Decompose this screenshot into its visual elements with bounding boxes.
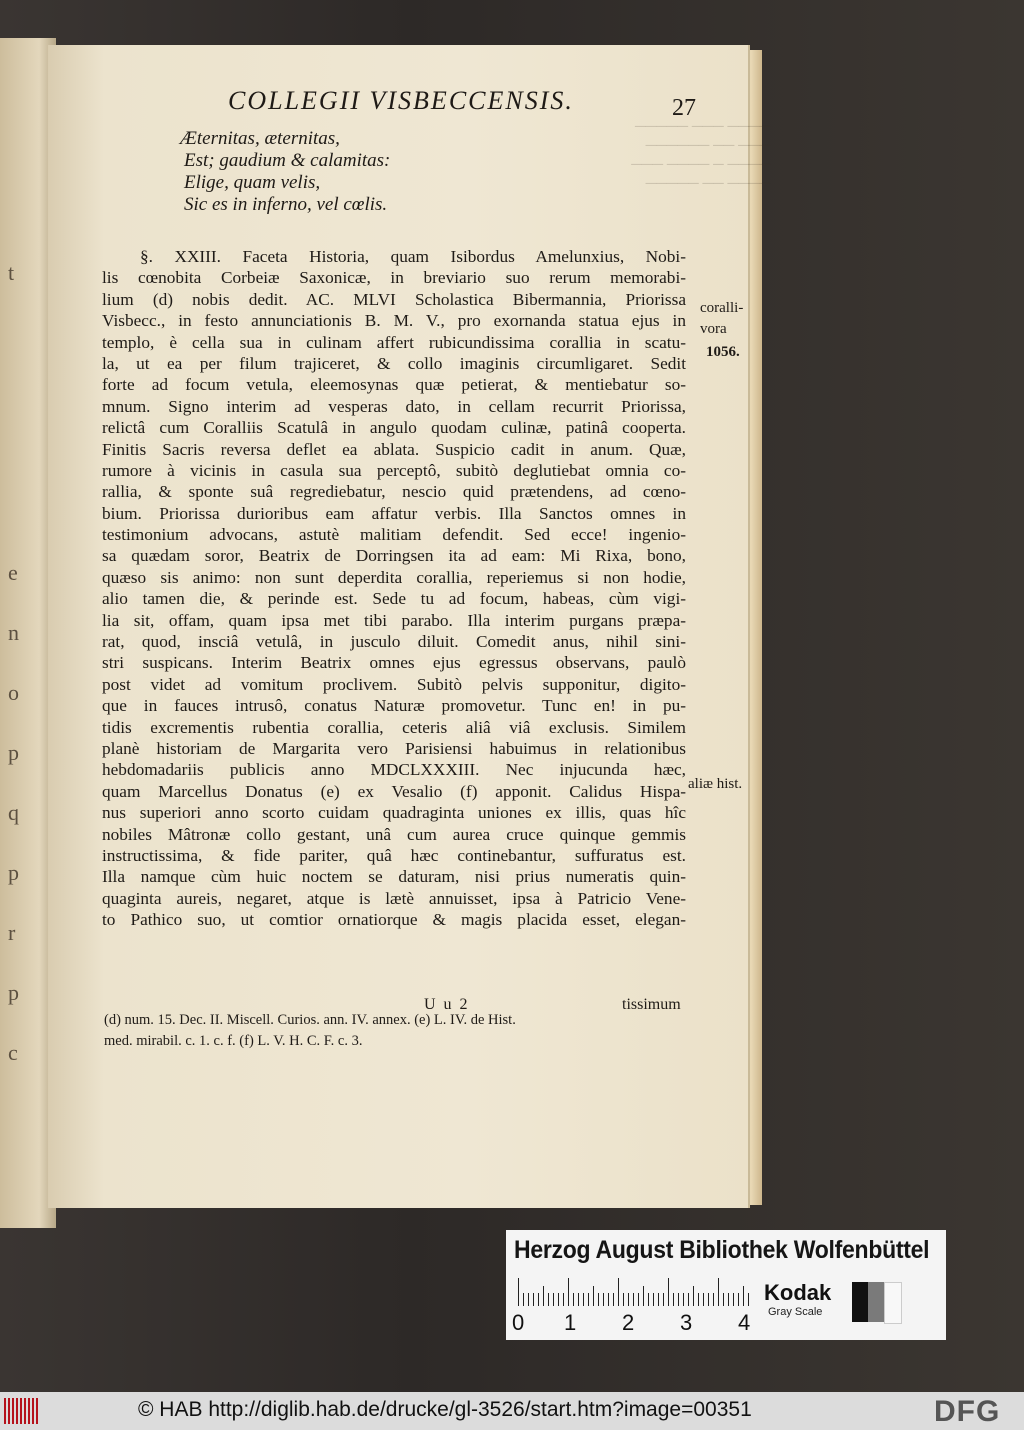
body-line: relictâ cum Coralliis Scatulâ in angulo quodam culinæ, patinâ cooperta. [102,418,686,438]
ruler-tick [618,1278,619,1306]
margin-note-aliae: aliæ hist. [688,776,743,792]
ruler-tick [688,1293,689,1306]
body-line: post videt ad vomitum proclivem. Subitò pelvis supponitur, digito- [102,674,686,694]
ruler-number: 3 [680,1310,693,1335]
signature-mark: U u 2 [424,996,470,1013]
ruler-tick [553,1293,554,1306]
verse-block [180,128,390,216]
ruler-tick [728,1293,729,1306]
color-target-card [506,1230,946,1340]
ruler-tick [558,1293,559,1306]
body-line: instructissima, & fide pariter, quâ hæc continebantur, suffuratus est. [102,845,686,865]
ruler-tick [643,1286,644,1306]
citation-link[interactable]: © HAB http://diglib.hab.de/drucke/gl-3526/start.htm?image=00351 [138,1398,752,1421]
body-line: que in fauces intrusô, conatus Naturæ promovetur. Tunc en! in pu- [102,696,686,716]
body-line: sa quædam soror, Beatrix de Dorringsen ita ad eam: Mi Rixa, bono, [102,546,686,566]
body-line: Finitis Sacris reversa deflet ea ablata. Suspicio cadit in anum. Quæ, [102,439,686,459]
margin-note-corallivora-2: vora [700,321,727,337]
body-line: nus superiori anno scorto cuidam quadraginta uniones ex illis, quas hîc [102,803,686,823]
body-line: tidis excrementis rubentia corallia, ceteris aliâ viâ exclusis. Similem [102,717,686,737]
gray-swatch-black [852,1282,868,1322]
body-line: rallia, & sponte suâ regrediebatur, nescio quid prætendens, ad cœno- [102,482,686,502]
verse-line: Elige, quam velis, [184,172,321,193]
ruler-tick [658,1293,659,1306]
body-line: lia sit, offam, quam ipsa met tibi parabo. Illa interim purgans præpa- [102,610,686,630]
ruler-tick [598,1293,599,1306]
gray-swatch-mid [868,1282,884,1322]
ruler-tick [708,1293,709,1306]
show-through-text: ──── ─── ───── ─── ── ────── ──── ─ ──── ─── ──── ── ───── [631,119,770,192]
ruler-tick [748,1293,749,1306]
ruler-tick [743,1286,744,1306]
body-line: alio tamen die, & perinde est. Sede tu ad focum, habeas, cùm vigi- [102,589,686,609]
body-line: forte ad focum vetula, eleemosynas quæ petierat, & mentiebatur so- [102,375,686,395]
ruler-number: 2 [622,1310,635,1335]
body-line: Illa namque cùm huic noctem se daturam, nisi prius numeratis quin- [102,867,686,887]
running-header: COLLEGII VISBECCENSIS. [228,86,574,115]
gray-scale-label: Gray Scale [768,1306,823,1318]
ruler-tick [568,1278,569,1306]
library-name: Herzog August Bibliothek Wolfenbüttel [514,1236,930,1264]
ruler-tick [588,1293,589,1306]
ruler-tick [653,1293,654,1306]
ruler-tick [738,1293,739,1306]
ruler-tick [698,1293,699,1306]
body-line: mnum. Signo interim ad vesperas dato, in cellam recurrit Priorissa, [102,396,686,416]
body-line: testimonium advocans, astutè malitiam defendit. Sed ecce! ingenio- [102,525,686,545]
body-line: quæso sis animo: non sunt deperdita corallia, reperiemus si non hodie, [102,567,686,587]
gray-swatch-white [884,1282,902,1324]
ruler-tick [533,1293,534,1306]
ruler-tick [713,1293,714,1306]
body-line: nobiles Mâtronæ collo gestant, unâ cum aurea cruce quinque gemmis [102,824,686,844]
ruler-tick [563,1293,564,1306]
ruler-tick [638,1293,639,1306]
body-line: quam Marcellus Donatus (e) ex Vesalio (f) apponit. Calidus Hispa- [102,781,686,801]
body-line: rumore à vicinis in casula sua perceptô, subitò deglutiebat omnia co- [102,460,686,480]
body-line: to Pathico suo, ut comtior ornatiorque & magis placida esset, elegan- [102,910,686,930]
ruler-tick [623,1293,624,1306]
ruler-tick [668,1278,669,1306]
ruler-tick [673,1293,674,1306]
ruler-tick [593,1286,594,1306]
scale-ruler [518,1278,748,1306]
body-line: rat, quod, insciâ vetulâ, in jusculo diluit. Comedit anus, nihil sini- [102,632,686,652]
body-line: bium. Priorissa durioribus eam affatur verbis. Illa Sanctos omnes in [102,503,686,523]
ruler-tick [723,1293,724,1306]
page-number: 27 [672,95,696,121]
ruler-tick [718,1278,719,1306]
dfg-logo: DFG [934,1395,1001,1428]
kodak-logo: Kodak [764,1280,832,1305]
footnote-line: med. mirabil. c. 1. c. f. (f) L. V. H. C. F. c. 3. [104,1033,363,1049]
ruler-tick [648,1293,649,1306]
verse-line: Sic es in inferno, vel cœlis. [184,194,388,215]
body-line: quaginta aureis, negaret, atque is lætè annuisset, ipsa à Patricio Vene- [102,888,686,908]
ruler-number: 0 [512,1310,525,1335]
ruler-tick [538,1293,539,1306]
body-line: templo, è cella sua in culinam affert rubicundissima corallia in scatu- [102,332,686,352]
ruler-tick [663,1293,664,1306]
ruler-tick [578,1293,579,1306]
hab-logo-icon [4,1398,40,1424]
margin-note-corallivora: coralli- [700,300,744,316]
ruler-tick [543,1286,544,1306]
ruler-tick [583,1293,584,1306]
ruler-tick [733,1293,734,1306]
footnote-line: (d) num. 15. Dec. II. Miscell. Curios. ann. IV. annex. (e) L. IV. de Hist. [104,1012,516,1028]
ruler-tick [573,1293,574,1306]
body-line: Visbecc., in festo annunciationis B. M. V., pro exornanda statua ejus in [102,311,686,331]
footnotes [104,1010,684,1052]
ruler-tick [613,1293,614,1306]
ruler-tick [628,1293,629,1306]
body-line: lis cœnobita Corbeiæ Saxonicæ, in breviario suo rerum memorabi- [102,268,686,288]
verse-line: Est; gaudium & calamitas: [184,150,391,171]
body-line: stri suspicans. Interim Beatrix omnes ejus egressus observans, paulò [102,653,686,673]
ruler-tick [633,1293,634,1306]
footer-bar [0,1392,1024,1430]
body-text [102,246,686,931]
catchword: tissimum [622,996,681,1013]
verse-line: Æternitas, æternitas, [180,128,340,149]
ruler-tick [528,1293,529,1306]
ruler-tick [678,1293,679,1306]
ruler-tick [548,1293,549,1306]
body-line: lium (d) nobis dedit. AC. MLVI Scholastica Bibermannia, Priorissa [102,289,686,309]
ruler-tick [518,1278,519,1306]
ruler-tick [603,1293,604,1306]
ruler-tick [608,1293,609,1306]
ruler-tick [523,1293,524,1306]
ruler-number: 4 [738,1310,751,1335]
ruler-tick [703,1293,704,1306]
body-line: hebdomadariis publicis anno MDCLXXXIII. Nec injucunda hæc, [102,760,686,780]
previous-page-margin-letters: t e n o p q p r p c [8,260,19,1065]
ruler-number: 1 [564,1310,577,1335]
body-line: §. XXIII. Faceta Historia, quam Isibordus Amelunxius, Nobi- [140,247,686,266]
ruler-tick [693,1286,694,1306]
ruler-tick [683,1293,684,1306]
margin-note-year: 1056. [706,344,740,360]
body-line: la, ut ea per filum trajiceret, & collo imaginis circumligaret. Sedit [102,353,686,373]
body-line: planè historiam de Margarita vero Parisiensi habuimus in relationibus [102,738,686,758]
